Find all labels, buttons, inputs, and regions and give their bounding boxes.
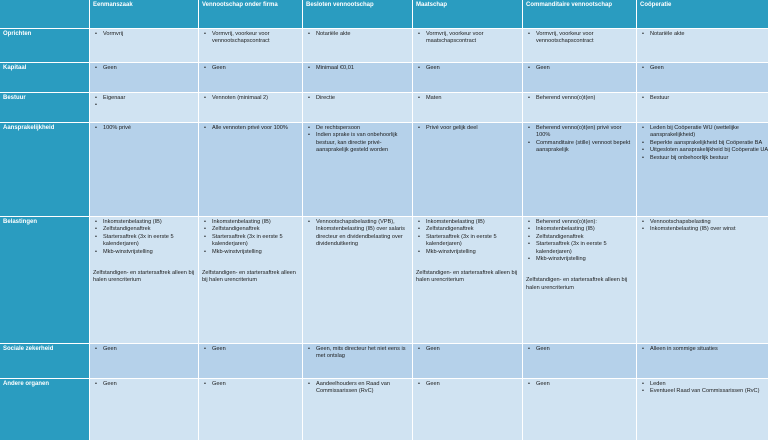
cell-note: Zelfstandigen- en startersaftrek alleen bij halen urencriterium — [202, 270, 296, 284]
list-item: • Inkomstenbelasting (IB) — [426, 219, 519, 226]
bullet-list — [526, 346, 633, 353]
table-cell — [637, 93, 768, 122]
bullet-list — [93, 219, 195, 256]
list-item: • Geen, mits directeur het niet eens is met ontslag — [316, 346, 409, 361]
bullet-list — [416, 381, 519, 388]
table-cell — [523, 93, 636, 122]
table-cell — [199, 123, 302, 216]
list-item: • Geen — [426, 346, 519, 353]
bullet-list — [416, 65, 519, 72]
list-item: • Alleen in sommige situaties — [650, 346, 768, 353]
table-cell — [413, 379, 522, 440]
column-header: Eenmanszaak — [90, 0, 198, 28]
list-item: • Startersaftrek (3x in eerste 5 kalenderjaren) — [103, 234, 195, 249]
list-item: • Geen — [212, 65, 299, 72]
list-item: • Bestuur bij onbehoorlijk bestuur — [650, 155, 768, 162]
table-cell — [637, 217, 768, 343]
list-item: • Geen — [536, 346, 633, 353]
column-header: Coöperatie — [637, 0, 768, 28]
bullet-list — [640, 31, 768, 38]
table-cell — [523, 344, 636, 378]
bullet-list — [202, 346, 299, 353]
list-item: • Mkb-winstvrijstelling — [536, 256, 633, 263]
table-cell — [90, 29, 198, 62]
list-item: • Vormvrij, voorkeur voor vennootschapscontract — [212, 31, 299, 46]
bullet-list — [640, 346, 768, 353]
table-cell — [303, 379, 412, 440]
list-item: • Zelfstandigenaftrek — [426, 226, 519, 233]
bullet-list — [306, 219, 409, 249]
list-item: • Beherend venno(o)t(en): — [536, 219, 633, 226]
cell-note: Zelfstandigen- en startersaftrek alleen bij halen urencriterium — [93, 270, 195, 284]
table-cell — [523, 379, 636, 440]
row-header: Belastingen — [0, 217, 89, 343]
list-item: • Indien sprake is van onbehoorlijk bestuur, kan directie privé-aansprakelijk gesteld worden — [316, 132, 409, 154]
list-item: • Notariële akte — [316, 31, 409, 38]
list-item: • Inkomstenbelasting (IB) — [536, 226, 633, 233]
bullet-list — [93, 95, 195, 110]
table-cell — [413, 344, 522, 378]
list-item: • Vennoten (minimaal 2) — [212, 95, 299, 102]
bullet-list — [202, 381, 299, 388]
bullet-list — [306, 381, 409, 396]
table-cell — [523, 123, 636, 216]
list-item: • Directie — [316, 95, 409, 102]
bullet-list — [202, 65, 299, 72]
list-item: • Eventueel Raad van Commissarissen (RvC) — [650, 388, 768, 395]
bullet-list — [416, 31, 519, 46]
bullet-list — [416, 95, 519, 102]
bullet-list — [526, 31, 633, 46]
table-cell — [523, 63, 636, 92]
column-header: Besloten vennootschap — [303, 0, 412, 28]
bullet-list — [640, 125, 768, 162]
list-item: • 100% privé — [103, 125, 195, 132]
bullet-list — [640, 95, 768, 102]
list-item: • Mkb-winstvrijstelling — [426, 249, 519, 256]
list-item: • Commanditaire (stille) vennoot bepekt aansprakelijk — [536, 140, 633, 155]
list-item: • Geen — [536, 381, 633, 388]
table-cell — [90, 93, 198, 122]
row-header: Andere organen — [0, 379, 89, 440]
row-header: Aansprakelijkheid — [0, 123, 89, 216]
list-item: • Startersaftrek (3x in eerste 5 kalenderjaren) — [426, 234, 519, 249]
bullet-list — [640, 65, 768, 72]
list-item: • De rechtspersoon — [316, 125, 409, 132]
list-item: • Geen — [426, 65, 519, 72]
table-cell — [637, 379, 768, 440]
list-item: • Notariële akte — [650, 31, 768, 38]
bullet-list — [202, 125, 299, 132]
table-cell — [413, 123, 522, 216]
list-item: • Vennootschapsbelasting — [650, 219, 768, 226]
list-item: • Geen — [536, 65, 633, 72]
list-item: • Zelfstandigenaftrek — [536, 234, 633, 241]
list-item: • Vennootschapsbelasting (VPB), Inkomstenbelasting (IB) over salaris directeur en dividendbelasting over dividenduitkering — [316, 219, 409, 249]
bullet-list — [202, 95, 299, 102]
list-item — [103, 102, 195, 109]
bullet-list — [93, 381, 195, 388]
list-item: • Maten — [426, 95, 519, 102]
table-cell — [199, 217, 302, 343]
bullet-list — [640, 219, 768, 234]
table-cell — [199, 63, 302, 92]
bullet-list — [306, 31, 409, 38]
bullet-list — [640, 381, 768, 396]
table-cell — [523, 29, 636, 62]
table-cell — [303, 344, 412, 378]
table-cell — [90, 217, 198, 343]
list-item: • Alle vennoten privé voor 100% — [212, 125, 299, 132]
bullet-list — [526, 125, 633, 155]
list-item: • Beherend venno(o)t(en) privé voor 100% — [536, 125, 633, 140]
list-item: • Zelfstandigenaftrek — [103, 226, 195, 233]
list-item: • Bestuur — [650, 95, 768, 102]
list-item: • Vormvrij, voorkeur voor maatschapscontract — [426, 31, 519, 46]
list-item: • Privé voor gelijk deel — [426, 125, 519, 132]
table-cell — [413, 29, 522, 62]
list-item: • Inkomstenbelasting (IB) — [212, 219, 299, 226]
bullet-list — [526, 65, 633, 72]
bullet-list — [526, 381, 633, 388]
table-cell — [199, 379, 302, 440]
table-cell — [303, 123, 412, 216]
list-item: • Vormvrij — [103, 31, 195, 38]
bullet-list — [526, 219, 633, 263]
list-item: • Leden — [650, 381, 768, 388]
list-item: • Beherend venno(o)t(en) — [536, 95, 633, 102]
bullet-list — [202, 31, 299, 46]
table-cell — [413, 217, 522, 343]
table-cell — [199, 29, 302, 62]
list-item: • Geen — [212, 346, 299, 353]
bullet-list — [93, 65, 195, 72]
bullet-list — [93, 125, 195, 132]
row-header: Bestuur — [0, 93, 89, 122]
table-cell — [413, 63, 522, 92]
bullet-list — [306, 65, 409, 72]
table-cell — [523, 217, 636, 343]
table-cell — [199, 344, 302, 378]
table-cell — [90, 63, 198, 92]
list-item: • Inkomstenbelasting (IB) over winst — [650, 226, 768, 233]
bullet-list — [526, 95, 633, 102]
list-item: • Leden bij Coöperatie WU (wettelijke aansprakelijkheid) — [650, 125, 768, 140]
bullet-list — [202, 219, 299, 256]
cell-note: Zelfstandigen- en startersaftrek alleen bij halen urencriterium — [416, 270, 518, 284]
table-cell — [303, 217, 412, 343]
list-item: • Mkb-winstvrijstelling — [103, 249, 195, 256]
table-corner — [0, 0, 89, 28]
list-item: • Uitgesloten aansprakelijkheid bij Coöperatie UA — [650, 147, 768, 154]
bullet-list — [93, 346, 195, 353]
row-header: Oprichten — [0, 29, 89, 62]
table-cell — [637, 123, 768, 216]
row-header: Kapitaal — [0, 63, 89, 92]
list-item: • Geen — [650, 65, 768, 72]
table-cell — [303, 63, 412, 92]
list-item: • Startersaftrek (3x in eerste 5 kalenderjaren) — [536, 241, 633, 256]
bullet-list — [416, 346, 519, 353]
list-item: • Zelfstandigenaftrek — [212, 226, 299, 233]
list-item: • Startersaftrek (3x in eerste 5 kalenderjaren) — [212, 234, 299, 249]
table-cell — [637, 344, 768, 378]
list-item: • Inkomstenbelasting (IB) — [103, 219, 195, 226]
list-item: • Beperkte aansprakelijkheid bij Coöperatie BA — [650, 140, 768, 147]
table-cell — [303, 29, 412, 62]
list-item: • Minimaal €0,01 — [316, 65, 409, 72]
table-cell — [303, 93, 412, 122]
bullet-list — [416, 219, 519, 256]
row-header: Sociale zekerheid — [0, 344, 89, 378]
list-item: • Aandeelhouders en Raad van Commissarissen (RvC) — [316, 381, 409, 396]
list-item: • Vormvrij, voorkeur voor vennootschapscontract — [536, 31, 633, 46]
bullet-list — [306, 346, 409, 361]
bullet-list — [416, 125, 519, 132]
list-item: • Geen — [103, 65, 195, 72]
list-item: • Geen — [212, 381, 299, 388]
table-cell — [637, 29, 768, 62]
table-cell — [90, 344, 198, 378]
table-cell — [199, 93, 302, 122]
table-cell — [637, 63, 768, 92]
column-header: Maatschap — [413, 0, 522, 28]
table-cell — [90, 379, 198, 440]
bullet-list — [306, 125, 409, 155]
cell-note: Zelfstandigen- en startersaftrek alleen bij halen urencriterium — [526, 277, 628, 291]
bullet-list — [93, 31, 195, 38]
bullet-list — [306, 95, 409, 102]
list-item: • Geen — [103, 381, 195, 388]
list-item: • Mkb-winstvrijstelling — [212, 249, 299, 256]
table-cell — [90, 123, 198, 216]
list-item: • Geen — [426, 381, 519, 388]
column-header: Commanditaire vennootschap — [523, 0, 636, 28]
table-cell — [413, 93, 522, 122]
list-item: • Geen — [103, 346, 195, 353]
column-header: Vennootschap onder firma — [199, 0, 302, 28]
list-item: • Eigenaar — [103, 95, 195, 102]
